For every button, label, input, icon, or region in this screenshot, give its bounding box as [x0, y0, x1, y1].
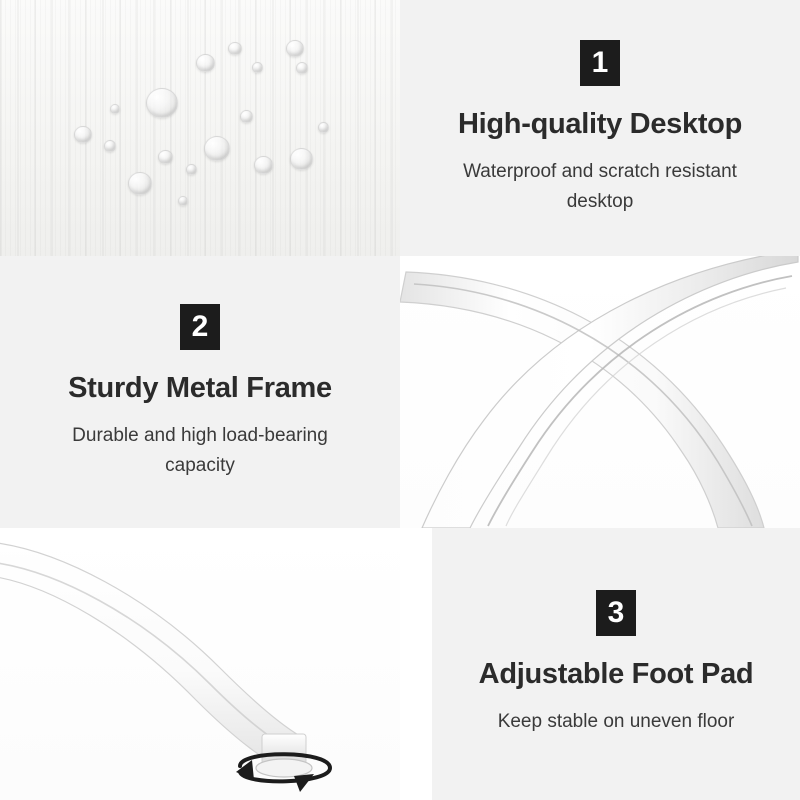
feature-panel-1: [400, 0, 800, 256]
water-droplet: [104, 140, 116, 152]
feature-number-badge-2: 2: [180, 304, 220, 350]
desktop-surface-photo: [0, 0, 400, 256]
feature-subtitle-1: Waterproof and scratch resistant desktop: [463, 161, 737, 212]
feature-subtitle-3: Keep stable on uneven floor: [497, 711, 735, 733]
water-droplet: [186, 164, 197, 175]
water-droplet: [204, 136, 230, 161]
feature-number-badge-3: 3: [596, 590, 636, 636]
water-droplet: [254, 156, 273, 174]
table-leg: [0, 542, 300, 776]
water-droplet: [128, 172, 152, 195]
water-droplet: [252, 62, 263, 73]
adjustable-foot-illustration: [0, 528, 400, 800]
water-droplet: [286, 40, 304, 57]
rotation-arrow-head-right: [294, 774, 314, 792]
water-droplet: [158, 150, 173, 164]
water-droplet: [74, 126, 92, 143]
water-droplet: [290, 148, 313, 170]
water-droplet: [196, 54, 215, 72]
feature-panel-2: [0, 256, 400, 528]
water-droplet: [240, 110, 253, 123]
water-droplet: [110, 104, 120, 114]
crossed-frame-illustration: [400, 256, 800, 528]
feature-title-2: Sturdy Metal Frame: [68, 372, 332, 404]
foot-pad-disc: [256, 759, 312, 777]
water-droplet: [146, 88, 178, 118]
water-droplet: [296, 62, 308, 74]
metal-frame-photo: [400, 256, 800, 528]
feature-panel-3: [432, 528, 800, 800]
feature-title-1: High-quality Desktop: [457, 108, 742, 140]
water-droplet: [178, 196, 188, 206]
feature-number-badge-1: 1: [580, 40, 620, 86]
water-droplet: [228, 42, 242, 55]
foot-pad-photo: [0, 528, 400, 800]
feature-title-3: Adjustable Foot Pad: [478, 658, 754, 690]
feature-subtitle-2: Durable and high load-bearing capacity: [72, 425, 328, 476]
water-droplet: [318, 122, 329, 133]
